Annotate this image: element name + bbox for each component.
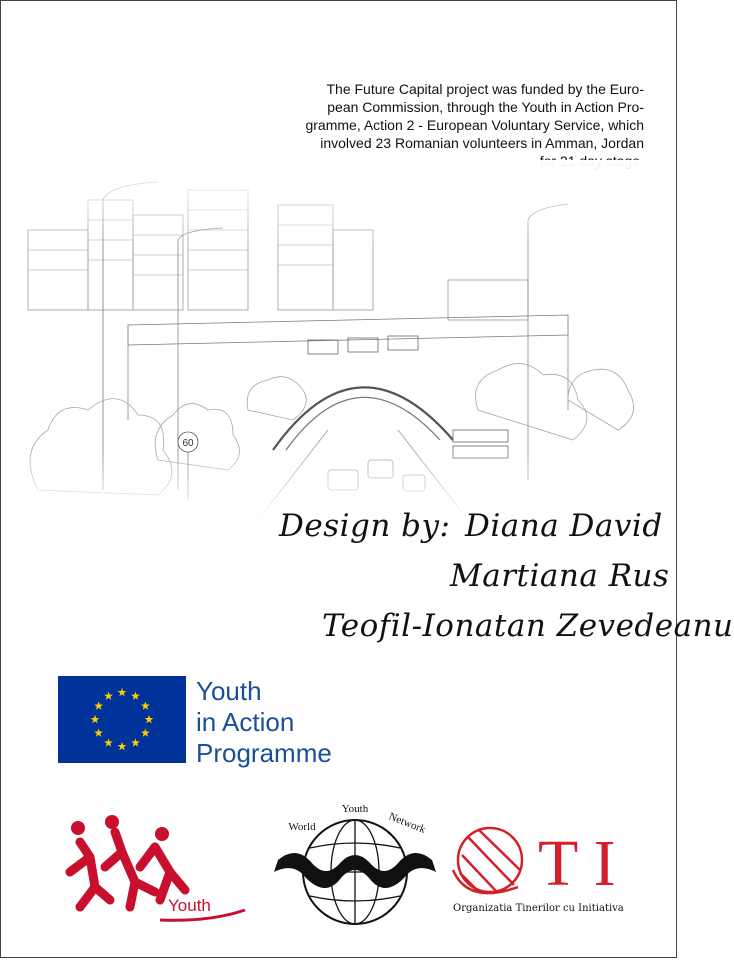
yia-line: in Action: [196, 707, 295, 737]
oti-globe-icon: [448, 815, 648, 900]
yia-line: Programme: [196, 738, 332, 768]
oti-logo: [448, 815, 648, 925]
designer-name: Teofil-Ionatan Zevedeanu: [322, 608, 734, 644]
intro-paragraph: [270, 80, 644, 170]
eu-flag-icon: [58, 676, 186, 763]
city-sketch-illustration: [8, 160, 672, 520]
oti-caption: Organizatia Tinerilor cu Initiativa: [453, 903, 624, 914]
youth-figures-icon: [60, 812, 250, 927]
svg-text:World: [288, 821, 316, 833]
design-by-label: Design by:: [279, 508, 451, 544]
intro-line: The Future Capital project was funded by the Euro-: [326, 81, 644, 97]
designer-name: Martiana Rus: [450, 558, 670, 594]
wyn-word: Youth: [341, 803, 369, 815]
wyn-word: Network: [387, 810, 428, 836]
world-youth-network-logo: [266, 800, 444, 930]
intro-line: pean Commission, through the Youth in Action Pro-: [327, 99, 644, 115]
youth-wordmark: Youth: [168, 896, 211, 915]
youth-programme-logo: [60, 812, 250, 927]
wyn-word: World: [288, 821, 316, 833]
designer-name: Diana David: [465, 508, 663, 544]
oti-letters: T I: [538, 827, 616, 900]
intro-line: involved 23 Romanian volunteers in Amman, Jordan: [320, 135, 644, 151]
intro-line: gramme, Action 2 - European Voluntary Service, which: [305, 117, 644, 133]
yia-line: Youth: [196, 676, 262, 706]
youth-in-action-logo: [58, 676, 358, 766]
yia-wordmark: [196, 676, 332, 769]
